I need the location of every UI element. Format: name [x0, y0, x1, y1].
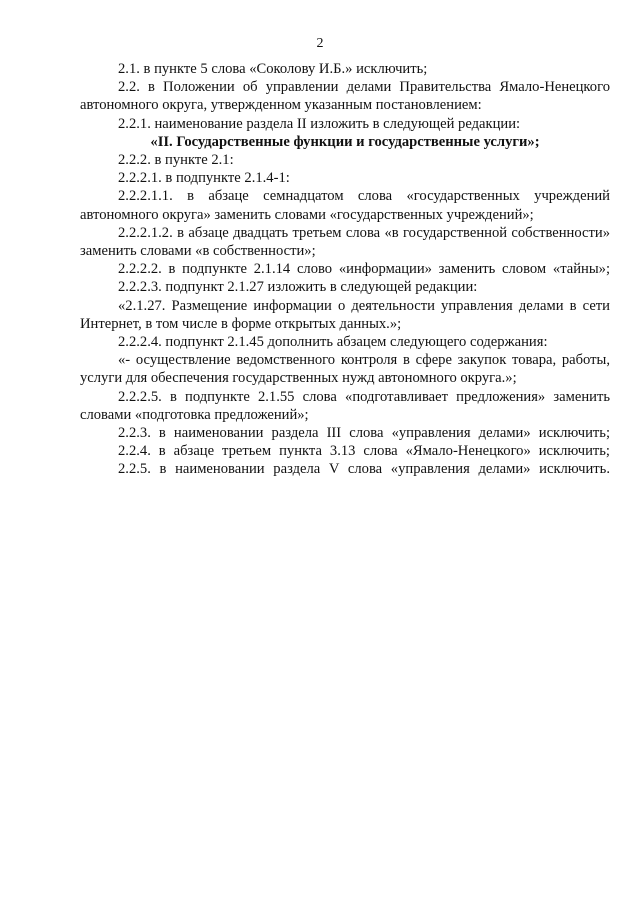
section-heading: «II. Государственные функции и государственные услуги»; — [150, 133, 540, 150]
paragraph-2-2-2-1-2: 2.2.2.1.2. в абзаце двадцать третьем слова «в государственной собственности» заменить словами «в собственности»; — [80, 224, 610, 260]
paragraph-2-2-4: 2.2.4. в абзаце третьем пункта 3.13 слова «Ямало-Ненецкого» исключить; — [118, 443, 610, 460]
paragraph-2-2: 2.2. в Положении об управлении делами Правительства Ямало-Ненецкого автономного округа, утвержденном указанным постановлением: — [80, 79, 610, 114]
paragraph-2-2-2-3: 2.2.2.3. подпункт 2.1.27 изложить в следующей редакции: — [118, 279, 478, 296]
paragraph-2-1: 2.1. в пункте 5 слова «Соколову И.Б.» исключить; — [118, 61, 428, 77]
paragraph-2-2-5: 2.2.5. в наименовании раздела V слова «управления делами» исключить. — [118, 461, 610, 478]
paragraph-quote-procurement: «- осуществление ведомственного контроля в сфере закупок товара, работы, услуги для обеспечения государственных нужд автономного округа.»; — [80, 352, 610, 387]
paragraph-2-2-2-2: 2.2.2.2. в подпункте 2.1.14 слово «информации» заменить словом «тайны»; — [118, 261, 610, 278]
paragraph-2-2-2-1: 2.2.2.1. в подпункте 2.1.4-1: — [118, 170, 290, 187]
paragraph-2-2-2-1-1: 2.2.2.1.1. в абзаце семнадцатом слова «государственных учреждений автономного округа» заменить словами «государственных учреждений»; — [80, 188, 610, 223]
document-body — [80, 60, 610, 479]
page-number: 2 — [316, 36, 324, 51]
paragraph-quote-2-1-27: «2.1.27. Размещение информации о деятельности управления делами в сети Интернет, в том числе в форме открытых данных.»; — [80, 297, 610, 332]
paragraph-2-2-1: 2.2.1. наименование раздела II изложить в следующей редакции: — [118, 115, 521, 132]
paragraph-2-2-2: 2.2.2. в пункте 2.1: — [118, 152, 234, 169]
paragraph-2-2-2-4: 2.2.2.4. подпункт 2.1.45 дополнить абзацем следующего содержания: — [118, 334, 548, 351]
paragraph-2-2-2-5: 2.2.2.5. в подпункте 2.1.55 слова «подготавливает предложения» заменить словами «подготовка предложений»; — [80, 388, 610, 423]
paragraph-2-2-3: 2.2.3. в наименовании раздела III слова «управления делами» исключить; — [118, 425, 610, 442]
